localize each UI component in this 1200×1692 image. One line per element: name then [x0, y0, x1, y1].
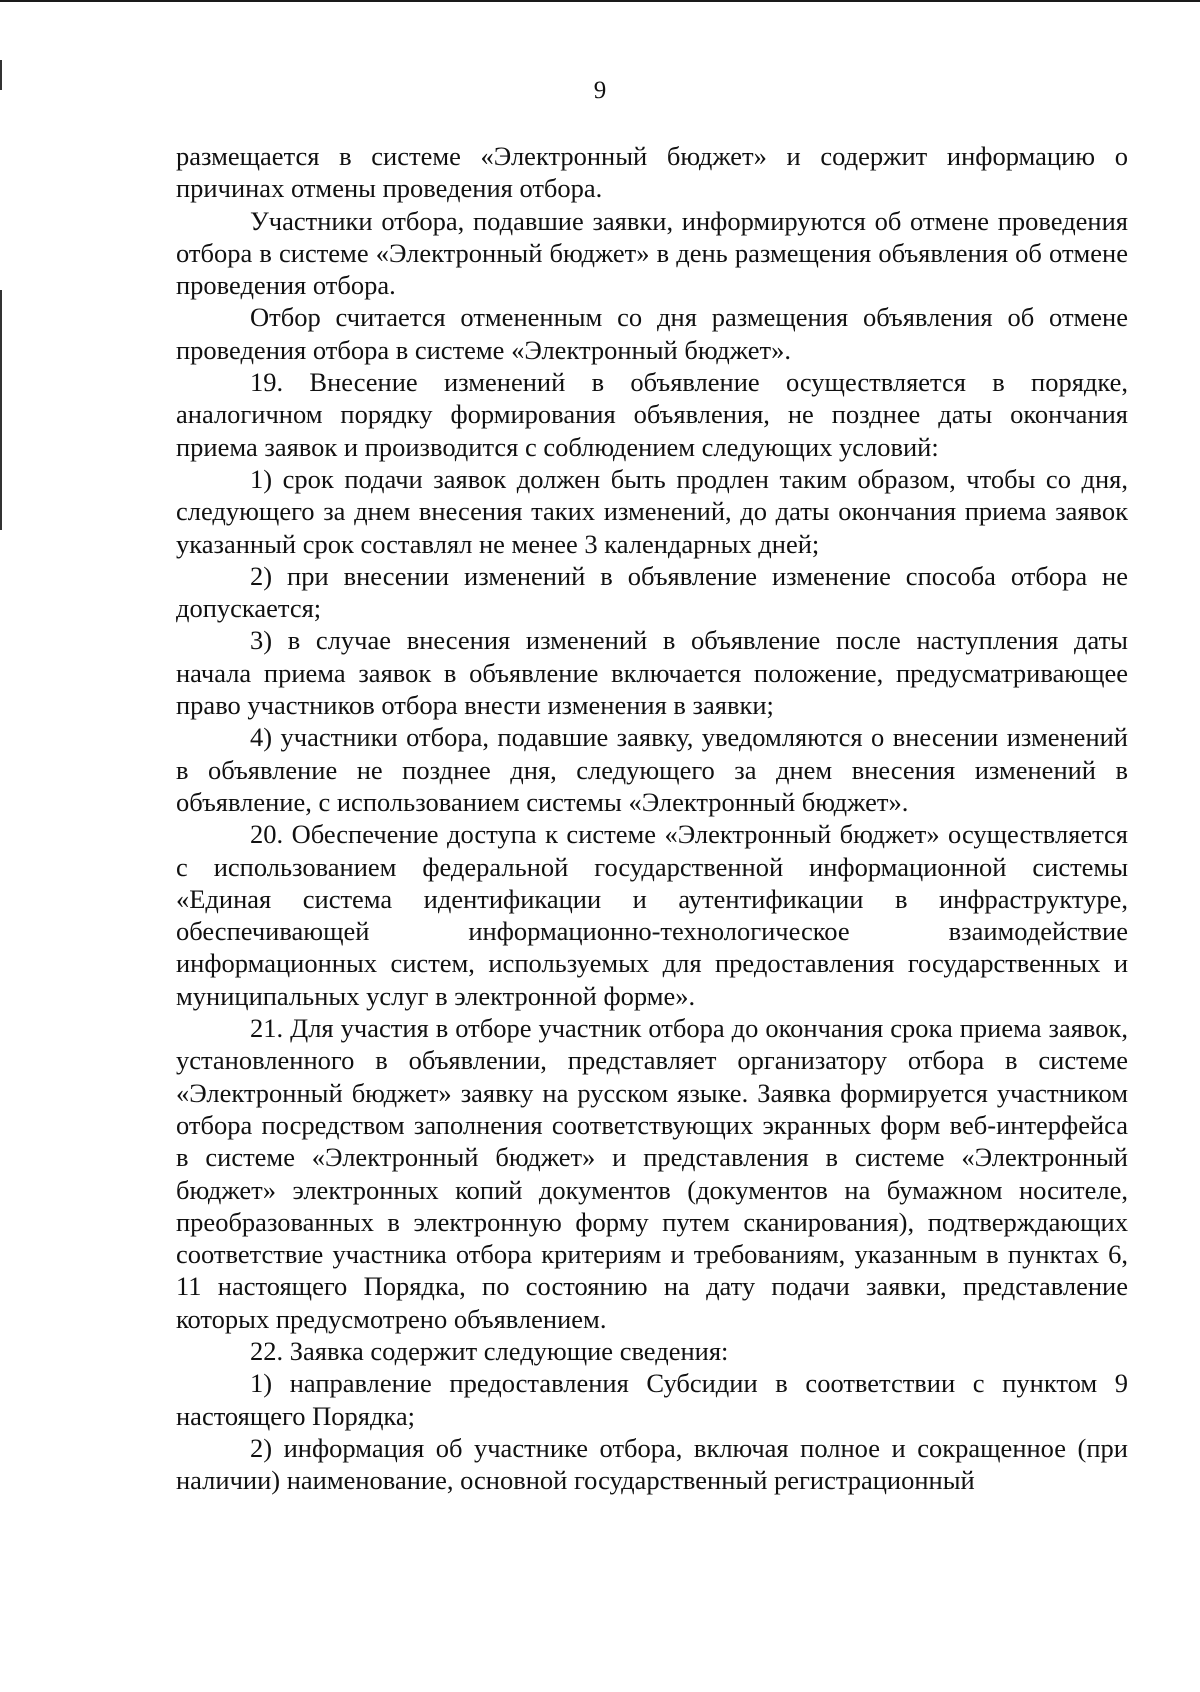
paragraph-selection-cancelled: Отбор считается отмененным со дня размещения объявления об отмене проведения отбора в системе «Электронный бюджет». — [176, 302, 1128, 365]
clause-19: 19. Внесение изменений в объявление осуществляется в порядке, аналогичном порядку формирования объявления, не позднее даты окончания приема заявок и производится с соблюдением следующих условий: — [176, 367, 1128, 462]
paragraph-participants-notified: Участники отбора, подавшие заявки, информируются об отмене проведения отбора в системе «Электронный бюджет» в день размещения объявления об отмене проведения отбора. — [176, 205, 1128, 301]
clause-20: 20. Обеспечение доступа к системе «Электронный бюджет» осуществляется с использованием федеральной государственной информационной системы «Единая система идентификации и аутентификации в инфраструктуре, обеспечивающей информационно-технологическое взаимодействие информационных систем, используемых для предоставления государственных и муниципальных услуг в электронной форме». — [176, 819, 1128, 1011]
scan-edge-mark — [0, 290, 2, 530]
clause-19-item-1: 1) срок подачи заявок должен быть продлен таким образом, чтобы со дня, следующего за днем внесения таких изменений, до даты окончания приема заявок указанный срок составлял не менее 3 календарных дней; — [176, 463, 1128, 559]
document-body — [176, 140, 1128, 1496]
paragraph-continuation: размещается в системе «Электронный бюджет» и содержит информацию о причинах отмены проведения отбора. — [176, 141, 1128, 204]
clause-21: 21. Для участия в отборе участник отбора до окончания срока приема заявок, установленного в объявлении, представляет организатору отбора в системе «Электронный бюджет» заявку на русском языке. Заявка формируется участником отбора посредством заполнения соответствующих экранных форм веб-интерфейса в системе «Электронный бюджет» и представления в системе «Электронный бюджет» электронных копий документов (документов на бумажном носителе, преобразованных в электронную форму путем сканирования), подтверждающих соответствие участника отбора критериям и требованиям, указанным в пунктах 6, 11 настоящего Порядка, по состоянию на дату подачи заявки, представление которых предусмотрено объявлением. — [176, 1013, 1128, 1334]
page-number: 9 — [593, 77, 607, 104]
top-border-line — [0, 0, 1200, 2]
clause-22-item-2: 2) информация об участнике отбора, включая полное и сокращенное (при наличии) наименование, основной государственный регистрационный — [176, 1432, 1128, 1496]
clause-22-item-1: 1) направление предоставления Субсидии в соответствии с пунктом 9 настоящего Порядка; — [176, 1368, 1128, 1431]
clause-19-item-4: 4) участники отбора, подавшие заявку, уведомляются о внесении изменений в объявление не позднее дня, следующего за днем внесения изменений в объявление, с использованием системы «Электронный бюджет». — [176, 722, 1128, 817]
clause-19-item-2: 2) при внесении изменений в объявление изменение способа отбора не допускается; — [176, 560, 1128, 624]
clause-19-item-3: 3) в случае внесения изменений в объявление после наступления даты начала приема заявок в объявление включается положение, предусматривающее право участников отбора внести изменения в заявки; — [176, 625, 1128, 721]
clause-22: 22. Заявка содержит следующие сведения: — [250, 1335, 729, 1366]
